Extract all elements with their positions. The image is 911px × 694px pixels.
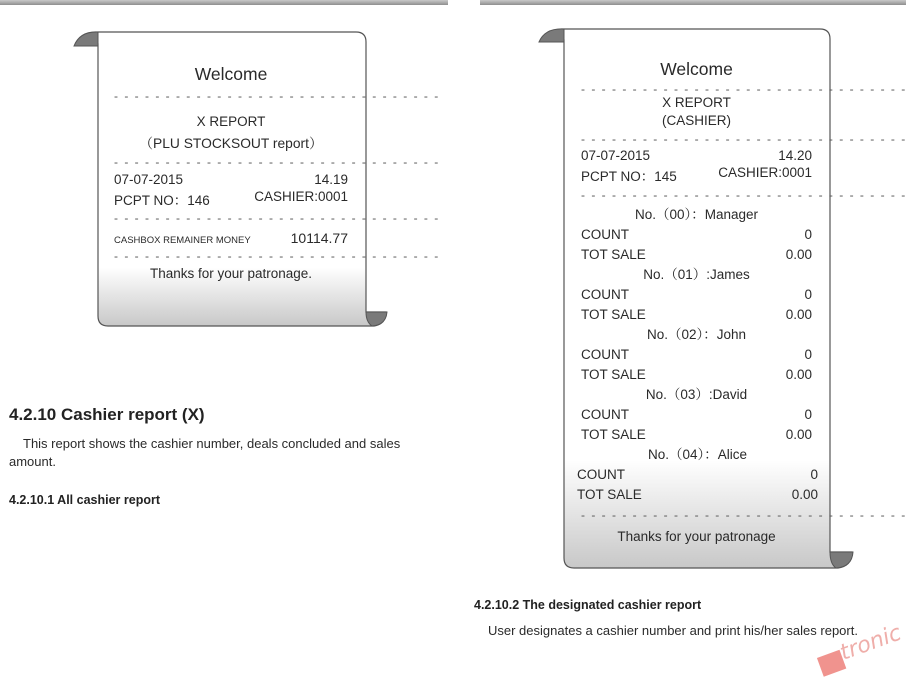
count-row (581, 225, 812, 245)
divider: - - - - - - - - - - - - - - - - - - - - - - - - - - - - - - - - (581, 508, 907, 522)
tot-sale-row (581, 245, 812, 265)
divider: - - - - - - - - - - - - - - - - - - - - - - - - - - - - - - - - (114, 155, 440, 169)
thanks-text: Thanks for your patronage. (149, 266, 313, 281)
cashier-header: No.（01）:James (643, 267, 750, 282)
date-row (114, 172, 348, 187)
tot-sale-value: 0.00 (791, 487, 818, 502)
cashier-value: CASHIER:0001 (254, 189, 348, 204)
time-value: 14.19 (314, 172, 348, 187)
cashier-header: No.（00）：Manager (634, 207, 759, 222)
cashier-block (577, 445, 818, 505)
receipt-right (577, 56, 907, 544)
count-label: COUNT (581, 407, 629, 422)
time-value: 14.20 (778, 148, 812, 163)
cashier-value: CASHIER:0001 (718, 165, 812, 180)
date-value: 07-07-2015 (581, 148, 651, 163)
cashier-block (581, 265, 812, 325)
welcome-title: Welcome (194, 64, 268, 84)
tot-sale-value: 0.00 (785, 307, 812, 322)
count-value: 0 (810, 467, 818, 482)
thanks-text: Thanks for your patronage (617, 529, 776, 544)
count-value: 0 (804, 407, 812, 422)
count-row (581, 405, 812, 425)
count-label: COUNT (581, 347, 629, 362)
count-row (581, 345, 812, 365)
report-title: X REPORT (196, 114, 266, 129)
report-title: X REPORT (662, 95, 731, 110)
count-value: 0 (804, 227, 812, 242)
remainder-value: 10114.77 (290, 230, 348, 246)
report-subtitle: (CASHIER) (661, 113, 731, 128)
tot-sale-row (581, 365, 812, 385)
welcome-title: Welcome (660, 59, 733, 79)
receipt-left (114, 62, 440, 281)
cashier-block (581, 325, 812, 385)
count-label: COUNT (577, 467, 625, 482)
remainder-label: CASHBOX REMAINER MONEY (114, 235, 251, 246)
tot-sale-label: TOT SALE (581, 247, 646, 262)
count-value: 0 (804, 287, 812, 302)
tot-sale-row (581, 425, 812, 445)
count-value: 0 (804, 347, 812, 362)
watermark-text: tronic (836, 620, 905, 666)
count-label: COUNT (581, 227, 629, 242)
date-row (581, 148, 812, 163)
tot-sale-label: TOT SALE (581, 307, 646, 322)
divider: - - - - - - - - - - - - - - - - - - - - - - - - - - - - - - - - (581, 188, 907, 202)
pcpt-row (114, 189, 348, 209)
cashier-header: No.（02）：John (646, 327, 747, 342)
cashier-block (581, 205, 812, 265)
subsection-text-2: User designates a cashier number and print his/her sales report. (488, 623, 858, 638)
subsection-heading-2: 4.2.10.2 The designated cashier report (474, 598, 702, 612)
tot-sale-label: TOT SALE (577, 487, 642, 502)
tot-sale-value: 0.00 (785, 367, 812, 382)
cashier-block (581, 385, 812, 445)
tot-sale-label: TOT SALE (581, 367, 646, 382)
count-row (581, 285, 812, 305)
divider: - - - - - - - - - - - - - - - - - - - - - - - - - - - - - - - - (581, 82, 907, 96)
pcpt-row (581, 165, 812, 185)
remainder-row (114, 230, 348, 246)
divider: - - - - - - - - - - - - - - - - - - - - - - - - - - - - - - - - (114, 89, 440, 103)
section-heading: 4.2.10 Cashier report (X) (9, 405, 205, 424)
tot-sale-value: 0.00 (785, 247, 812, 262)
count-row (577, 465, 818, 485)
report-subtitle: （PLU STOCKSOUT report） (139, 136, 323, 151)
tot-sale-row (581, 305, 812, 325)
divider: - - - - - - - - - - - - - - - - - - - - - - - - - - - - - - - - (114, 211, 440, 225)
subsection-heading-1: 4.2.10.1 All cashier report (9, 493, 161, 507)
cashier-header: No.（03）:David (645, 387, 748, 402)
divider: - - - - - - - - - - - - - - - - - - - - - - - - - - - - - - - - (581, 132, 907, 146)
date-value: 07-07-2015 (114, 172, 184, 187)
tot-sale-row (577, 485, 818, 505)
count-label: COUNT (581, 287, 629, 302)
tot-sale-value: 0.00 (785, 427, 812, 442)
tot-sale-label: TOT SALE (581, 427, 646, 442)
section-description: This report shows the cashier number, deals concluded and sales amount. (9, 436, 401, 469)
pcpt-value: PCPT NO：146 (114, 193, 210, 208)
pcpt-value: PCPT NO：145 (581, 169, 677, 184)
cashier-header: No.（04）：Alice (647, 447, 748, 462)
divider: - - - - - - - - - - - - - - - - - - - - - - - - - - - - - - - - (114, 249, 440, 263)
